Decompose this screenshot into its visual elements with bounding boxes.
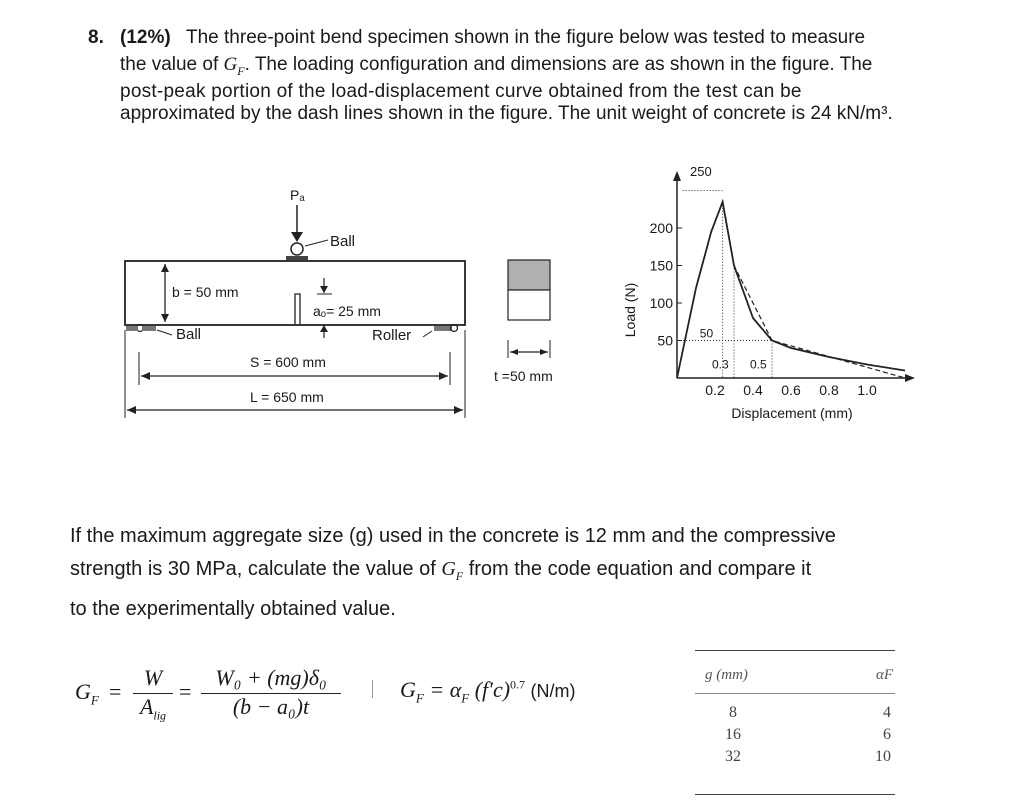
load-displacement-chart [610,160,920,430]
cross-section-bottom [508,290,550,320]
divider [372,680,373,698]
thickness-label: t =50 mm [494,368,553,384]
table-row [695,748,895,770]
roller-label: Roller [372,327,412,344]
x-tick-label: 0.6 [781,382,801,398]
y-axis-label: Load (N) [622,282,638,338]
prompt-line-1: If the maximum aggregate size (g) used in the concrete is 12 mm and the compressive [70,525,836,547]
question-line-2: the value of $G_F$. The loading configuration and dimensions are as shown in the figure. The [120,54,873,78]
table-header: g (mm) αF [705,667,893,683]
length-label: L = 650 mm [250,389,324,405]
table-cell-alpha: 10 [875,748,891,765]
x-tick-label: 0.2 [705,382,725,398]
question-line-4: approximated by the dash lines shown in the figure. The unit weight of concrete is 24 kN/m³. [120,103,893,124]
x-axis-arrow [905,374,915,382]
ball-left-label: Ball [176,326,202,343]
question-number: 8. [88,27,104,48]
table-cell-g: 32 [725,748,741,765]
beam-figure [110,180,590,430]
fraction-numerator-denominator: W₀ + (mg)δ₀ (b − a₀)t [201,665,341,720]
peak-label: 250 [690,164,712,179]
annotation-0-5: 0.5 [750,357,767,372]
series-approximation [723,202,905,378]
span-label: S = 600 mm [250,354,326,370]
code-equation: $G_F = \alpha_F$ $(f'c)^{0.7}$ (N/m) [400,677,576,706]
prompt-line-2: strength is 30 MPa, calculate the value of $G_F$ from the code equation and compare it [70,558,812,583]
prompt-line-3: to the experimentally obtained value. [70,598,396,620]
table-row [695,726,895,748]
top-ball [291,243,303,255]
annotation-50: 50 [699,326,714,341]
x-tick-label: 0.8 [819,382,839,398]
table-cell-g: 16 [725,726,741,743]
table-cell-alpha: 6 [883,726,891,743]
ball-top-label: Ball [330,233,356,250]
table-row [695,704,895,726]
series-measured [677,202,905,378]
depth-label: b = 50 mm [172,284,239,300]
notch-label: aₒ= 25 mm [313,303,381,319]
question-marks: (12%) [120,27,171,48]
table-cell-alpha: 4 [883,704,891,721]
y-tick-label: 200 [649,220,673,236]
gf-definition-equation: $G_F$ = W $A_{lig}$ = W₀ + (mg)δ₀ (b − a₀)t [75,665,375,745]
y-tick-label: 100 [649,295,673,311]
x-axis-label: Displacement (mm) [731,405,853,421]
table-cell-g: 8 [729,704,737,721]
cross-section-top [508,260,550,290]
load-label: Pₐ [290,187,305,203]
question-line-1: The three-point bend specimen shown in the figure below was tested to measure [186,27,866,48]
gf-symbol-2: $G_F$ [441,558,464,583]
y-axis-arrow [673,171,681,181]
fraction-w-over-alig: W $A_{lig}$ [133,665,173,723]
prompt-block [70,520,970,626]
x-tick-label: 0.4 [743,382,763,398]
annotation-0-3: 0.3 [712,357,729,372]
gf-symbol: $G_F$ [223,54,245,78]
x-tick-label: 1.0 [857,382,877,398]
question-block [88,24,968,122]
question-line-3: post-peak portion of the load-displacement curve obtained from the test can be [120,81,802,102]
alpha-table [695,650,895,795]
y-tick-label: 150 [649,257,673,274]
y-tick-label: 50 [657,332,673,349]
